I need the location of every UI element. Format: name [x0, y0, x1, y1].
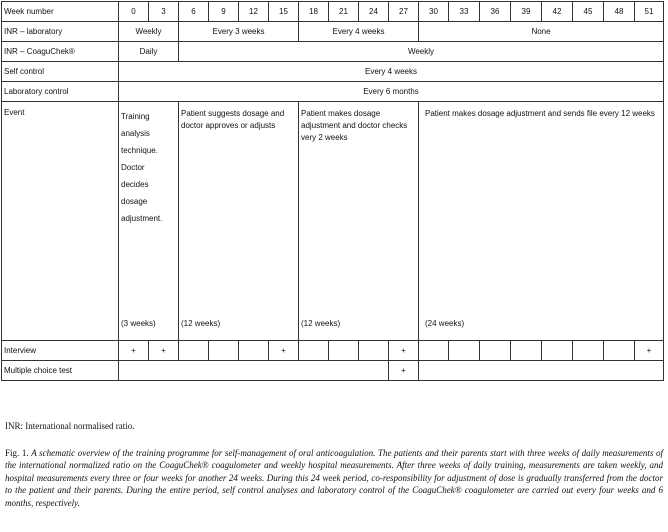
- week-cell: 0: [119, 2, 149, 22]
- mc-test-mark: [119, 361, 389, 381]
- interview-label: Interview: [2, 341, 119, 361]
- self-control-row: [2, 62, 664, 82]
- week-cell: 42: [542, 2, 573, 22]
- inr-coaguchek-row: [2, 42, 664, 62]
- event-cell-file: [419, 102, 664, 341]
- interview-mark: +: [269, 341, 299, 361]
- mc-test-mark: [419, 361, 664, 381]
- week-cell: 3: [149, 2, 179, 22]
- figure-caption: [5, 447, 663, 509]
- interview-mark: +: [635, 341, 664, 361]
- mc-test-row: [2, 361, 664, 381]
- schedule-table: [1, 1, 664, 381]
- week-cell: 21: [329, 2, 359, 22]
- mc-test-mark: +: [389, 361, 419, 381]
- week-cell: 51: [635, 2, 664, 22]
- week-cell: 9: [209, 2, 239, 22]
- week-cell: 45: [573, 2, 604, 22]
- interview-mark: [419, 341, 449, 361]
- inr-lab-segment: Weekly: [119, 22, 179, 42]
- event-text: Patient makes dosage adjustment and sends file every 12 weeks: [425, 109, 655, 118]
- event-duration: (12 weeks): [181, 319, 221, 328]
- event-text: Training analysis technique. Doctor decides dosage adjustment.: [121, 112, 163, 223]
- interview-mark: [511, 341, 542, 361]
- week-cell: 30: [419, 2, 449, 22]
- abbreviation-note: INR: International normalised ratio.: [5, 421, 135, 431]
- interview-mark: [209, 341, 239, 361]
- inr-coaguchek-segment: Weekly: [179, 42, 664, 62]
- figure-number: Fig. 1.: [5, 448, 29, 458]
- event-label: Event: [2, 102, 119, 341]
- lab-control-row: [2, 82, 664, 102]
- self-control-label: Self control: [2, 62, 119, 82]
- interview-mark: [239, 341, 269, 361]
- interview-mark: [329, 341, 359, 361]
- event-duration: (12 weeks): [301, 319, 341, 328]
- interview-mark: [359, 341, 389, 361]
- interview-mark: [179, 341, 209, 361]
- caption-text: A schematic overview of the training programme for self-management of oral anticoagulation. The patients and their parents start with three weeks of daily measurements of the international normalized ratio on the CoaguChek® coagulometer and weekly hospital measurements. After three weeks of daily training, measurements are taken weekly, and hospital measurements every three or four weeks for another 24 weeks. During this 24 week period, co-responsibility for adjustment of dose is gradually transferred from the doctor to the patient and their parents. During the entire period, self control analyses and laboratory control of the CoaguChek® coagulometer are carried out every four weeks and 6 months, respectively.: [5, 448, 664, 508]
- interview-mark: [604, 341, 635, 361]
- week-row: [2, 2, 664, 22]
- lab-control-label: Laboratory control: [2, 82, 119, 102]
- interview-mark: [480, 341, 511, 361]
- event-cell-adjust: [299, 102, 419, 341]
- inr-lab-segment: None: [419, 22, 664, 42]
- interview-mark: [449, 341, 480, 361]
- week-cell: 12: [239, 2, 269, 22]
- week-cell: 33: [449, 2, 480, 22]
- event-cell-suggest: [179, 102, 299, 341]
- lab-control-value: Every 6 months: [119, 82, 664, 102]
- event-row: [2, 102, 664, 341]
- inr-lab-segment: Every 3 weeks: [179, 22, 299, 42]
- inr-lab-segment: Every 4 weeks: [299, 22, 419, 42]
- week-cell: 15: [269, 2, 299, 22]
- inr-coaguchek-segment: Daily: [119, 42, 179, 62]
- event-duration: (3 weeks): [121, 319, 156, 328]
- week-cell: 6: [179, 2, 209, 22]
- week-cell: 18: [299, 2, 329, 22]
- interview-mark: [299, 341, 329, 361]
- interview-mark: +: [149, 341, 179, 361]
- week-cell: 27: [389, 2, 419, 22]
- interview-mark: +: [119, 341, 149, 361]
- week-cell: 24: [359, 2, 389, 22]
- event-duration: (24 weeks): [425, 319, 465, 328]
- week-cell: 36: [480, 2, 511, 22]
- interview-mark: [573, 341, 604, 361]
- inr-lab-label: INR – laboratory: [2, 22, 119, 42]
- week-label: Week number: [2, 2, 119, 22]
- inr-lab-row: [2, 22, 664, 42]
- event-text: Patient suggests dosage and doctor approves or adjusts: [181, 109, 285, 130]
- week-cell: 48: [604, 2, 635, 22]
- event-cell-training: [119, 102, 179, 341]
- interview-mark: +: [389, 341, 419, 361]
- mc-test-label: Multiple choice test: [2, 361, 119, 381]
- self-control-value: Every 4 weeks: [119, 62, 664, 82]
- inr-coaguchek-label: INR – CoaguChek®: [2, 42, 119, 62]
- week-cell: 39: [511, 2, 542, 22]
- interview-mark: [542, 341, 573, 361]
- event-text: Patient makes dosage adjustment and doctor checks very 2 weeks: [301, 109, 408, 142]
- interview-row: [2, 341, 664, 361]
